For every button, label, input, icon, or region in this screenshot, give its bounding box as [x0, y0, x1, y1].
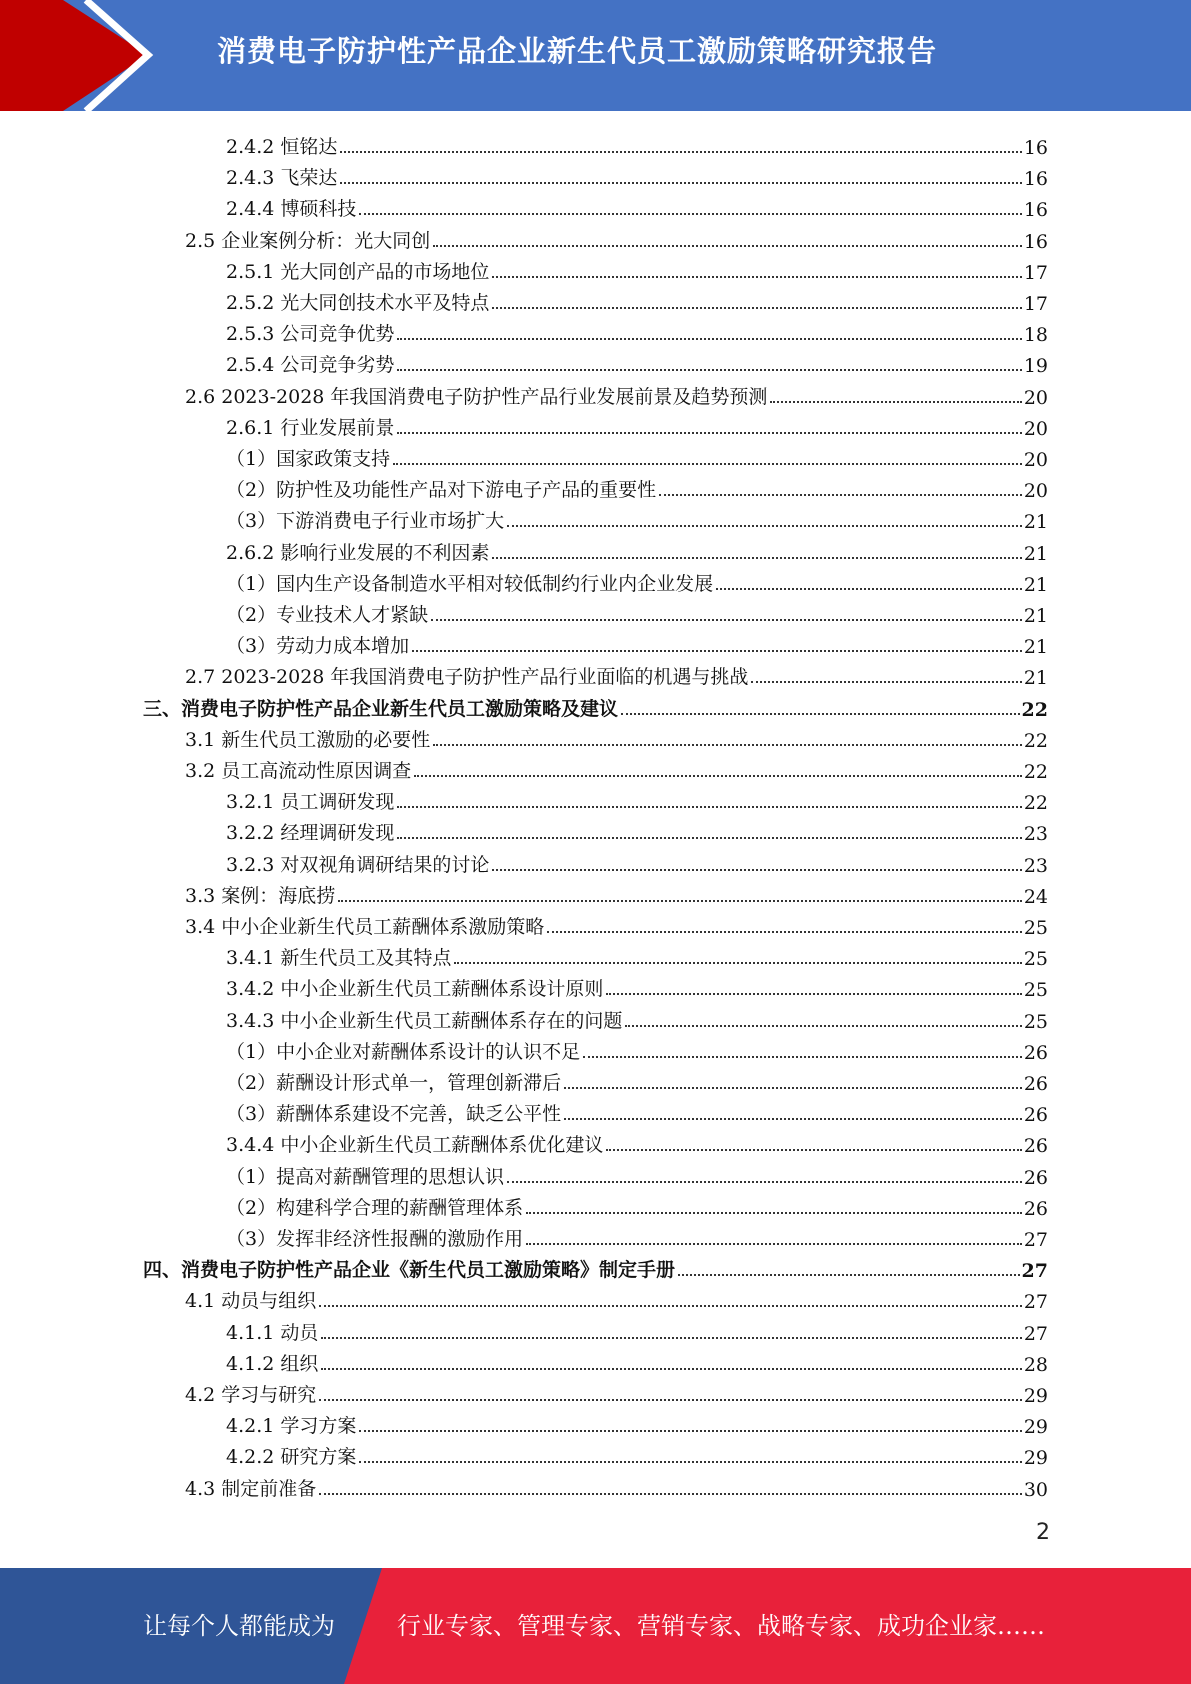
- toc-entry-page: 27: [1021, 1260, 1048, 1283]
- toc-entry-title: 2.4.3 飞荣达: [226, 167, 338, 190]
- toc-entry-title: （1）国内生产设备制造水平相对较低制约行业内企业发展: [226, 572, 714, 595]
- document-title: 消费电子防护性产品企业新生代员工激励策略研究报告: [217, 34, 938, 68]
- toc-dot-leader: [492, 869, 1021, 871]
- page-header: [0, 0, 1191, 111]
- toc-dot-leader: [564, 1118, 1022, 1120]
- toc-entry[interactable]: [226, 846, 1048, 877]
- toc-entry-page: 27: [1023, 1322, 1048, 1345]
- toc-entry-title: 3.4.3 中小企业新生代员工薪酬体系存在的问题: [226, 1009, 623, 1032]
- toc-entry-page: 24: [1023, 885, 1048, 908]
- toc-dot-leader: [625, 1025, 1021, 1027]
- toc-entry-title: 2.5 企业案例分析：光大同创: [185, 229, 431, 252]
- toc-entry-title: 三、消费电子防护性产品企业新生代员工激励策略及建议: [143, 697, 619, 720]
- toc-entry-title: 2.4.4 博硕科技: [226, 198, 357, 221]
- toc-entry-title: （1）国家政策支持: [226, 448, 391, 470]
- toc-entry[interactable]: [143, 690, 1048, 721]
- toc-dot-leader: [606, 1149, 1021, 1151]
- toc-entry-page: 25: [1023, 1010, 1048, 1033]
- toc-entry[interactable]: [226, 1095, 1048, 1126]
- toc-entry-page: 17: [1023, 293, 1048, 315]
- footer-slogan-left: 让每个人都能成为: [143, 1612, 335, 1640]
- toc-entry[interactable]: [226, 284, 1048, 315]
- toc-entry[interactable]: [226, 128, 1048, 159]
- toc-dot-leader: [526, 1212, 1022, 1214]
- toc-entry-page: 22: [1023, 761, 1048, 783]
- toc-entry-page: 19: [1023, 355, 1048, 378]
- toc-dot-leader: [507, 1181, 1022, 1183]
- toc-entry[interactable]: [185, 222, 1048, 253]
- toc-entry-title: 3.4.4 中小企业新生代员工薪酬体系优化建议: [226, 1134, 604, 1157]
- toc-entry-page: 26: [1023, 1135, 1048, 1158]
- toc-dot-leader: [433, 744, 1022, 746]
- toc-entry-title: （3）下游消费电子行业市场扩大: [226, 510, 505, 533]
- toc-entry-page: 21: [1023, 542, 1048, 565]
- toc-entry[interactable]: [185, 877, 1048, 908]
- toc-dot-leader: [492, 307, 1021, 309]
- toc-entry-title: 3.4.1 新生代员工及其特点: [226, 947, 452, 970]
- toc-dot-leader: [606, 993, 1021, 995]
- toc-dot-leader: [564, 1087, 1022, 1089]
- toc-dot-leader: [770, 401, 1021, 403]
- toc-entry-page: 28: [1023, 1353, 1048, 1376]
- toc-entry-title: 2.6.1 行业发展前景: [226, 416, 395, 439]
- toc-dot-leader: [321, 1368, 1021, 1370]
- toc-entry-title: 2.4.2 恒铭达: [226, 136, 338, 158]
- toc-entry-page: 26: [1023, 1041, 1048, 1064]
- toc-dot-leader: [338, 900, 1022, 902]
- toc-entry[interactable]: [226, 1126, 1048, 1157]
- toc-entry[interactable]: [185, 378, 1048, 409]
- toc-dot-leader: [621, 713, 1020, 715]
- toc-entry-title: 3.4.2 中小企业新生代员工薪酬体系设计原则: [226, 978, 604, 1001]
- toc-entry-title: （3）发挥非经济性报酬的激励作用: [226, 1228, 524, 1250]
- toc-entry[interactable]: [226, 627, 1048, 658]
- toc-entry-title: 4.2.2 研究方案: [226, 1446, 357, 1469]
- toc-dot-leader: [359, 1430, 1021, 1432]
- footer-slogan-right: 行业专家、管理专家、营销专家、战略专家、成功企业家……: [397, 1612, 1045, 1640]
- toc-entry[interactable]: [226, 596, 1048, 627]
- toc-entry[interactable]: [226, 814, 1048, 845]
- toc-entry-page: 20: [1023, 386, 1048, 409]
- toc-entry[interactable]: [226, 440, 1048, 471]
- toc-entry-page: 25: [1023, 917, 1048, 939]
- toc-entry-page: 26: [1023, 1104, 1048, 1127]
- toc-entry-title: 4.1 动员与组织: [185, 1290, 317, 1313]
- toc-entry[interactable]: [185, 752, 1048, 783]
- toc-entry[interactable]: [226, 1064, 1048, 1095]
- toc-dot-leader: [492, 276, 1021, 278]
- page-footer: [0, 1568, 1191, 1684]
- toc-entry-page: 30: [1023, 1478, 1048, 1501]
- toc-dot-leader: [547, 931, 1022, 933]
- toc-entry[interactable]: [185, 1282, 1048, 1313]
- toc-entry-page: 26: [1023, 1197, 1048, 1220]
- toc-dot-leader: [340, 151, 1021, 153]
- toc-entry[interactable]: [185, 658, 1048, 689]
- toc-dot-leader: [583, 1056, 1022, 1058]
- toc-dot-leader: [359, 1461, 1021, 1463]
- toc-dot-leader: [319, 1399, 1022, 1401]
- toc-dot-leader: [319, 1493, 1022, 1495]
- toc-dot-leader: [716, 588, 1022, 590]
- toc-dot-leader: [340, 182, 1021, 184]
- toc-entry[interactable]: [185, 1376, 1048, 1407]
- toc-entry-title: 4.1.1 动员: [226, 1321, 319, 1344]
- toc-entry-title: 3.1 新生代员工激励的必要性: [185, 728, 431, 751]
- toc-entry-page: 17: [1023, 261, 1048, 284]
- toc-entry[interactable]: [226, 1314, 1048, 1345]
- toc-dot-leader: [454, 962, 1021, 964]
- toc-dot-leader: [321, 1337, 1021, 1339]
- toc-entry-page: 16: [1023, 230, 1048, 253]
- toc-entry[interactable]: [226, 190, 1048, 221]
- page-number: 2: [1036, 1520, 1050, 1545]
- toc-entry[interactable]: [226, 1407, 1048, 1438]
- toc-entry-title: 四、消费电子防护性产品企业《新生代员工激励策略》制定手册: [143, 1259, 676, 1282]
- toc-dot-leader: [492, 557, 1021, 559]
- toc-entry[interactable]: [226, 939, 1048, 970]
- toc-entry[interactable]: [226, 1033, 1048, 1064]
- toc-dot-leader: [319, 1305, 1022, 1307]
- toc-entry-title: 3.2.1 员工调研发现: [226, 791, 395, 814]
- toc-entry[interactable]: [226, 409, 1048, 440]
- toc-entry-page: 26: [1023, 1166, 1048, 1189]
- toc-dot-leader: [507, 525, 1022, 527]
- toc-entry-page: 22: [1021, 698, 1048, 721]
- toc-dot-leader: [678, 1274, 1020, 1276]
- toc-entry[interactable]: [226, 1438, 1048, 1469]
- toc-entry-page: 29: [1023, 1416, 1048, 1439]
- toc-entry-page: 21: [1023, 573, 1048, 596]
- toc-dot-leader: [397, 338, 1021, 340]
- toc-entry-page: 20: [1023, 480, 1048, 503]
- toc-entry-title: 4.3 制定前准备: [185, 1477, 317, 1500]
- toc-dot-leader: [397, 837, 1021, 839]
- toc-entry[interactable]: [226, 502, 1048, 533]
- toc-dot-leader: [397, 369, 1021, 371]
- toc-entry-page: 27: [1023, 1229, 1048, 1251]
- toc-entry-title: （1）提高对薪酬管理的思想认识: [226, 1165, 505, 1188]
- toc-entry-page: 21: [1023, 667, 1048, 690]
- toc-entry[interactable]: [226, 565, 1048, 596]
- toc-dot-leader: [751, 681, 1021, 683]
- toc-entry-title: （2）专业技术人才紧缺: [226, 604, 429, 626]
- toc-entry[interactable]: [226, 783, 1048, 814]
- toc-entry-page: 21: [1023, 511, 1048, 534]
- toc-entry-title: （2）防护性及功能性产品对下游电子产品的重要性: [226, 479, 657, 502]
- toc-entry-page: 20: [1023, 449, 1048, 471]
- toc-entry[interactable]: [226, 1220, 1048, 1251]
- toc-dot-leader: [659, 494, 1022, 496]
- toc-entry-title: 2.5.1 光大同创产品的市场地位: [226, 260, 490, 283]
- toc-entry[interactable]: [226, 970, 1048, 1001]
- toc-entry-title: 3.3 案例：海底捞: [185, 884, 336, 907]
- toc-dot-leader: [526, 1243, 1022, 1245]
- toc-entry-page: 22: [1023, 792, 1048, 815]
- toc-entry-page: 23: [1023, 823, 1048, 846]
- toc-entry-title: （3）劳动力成本增加: [226, 635, 410, 658]
- toc-entry-title: 3.2.2 经理调研发现: [226, 822, 395, 845]
- toc-entry-title: 4.1.2 组织: [226, 1352, 319, 1375]
- toc-entry-page: 26: [1023, 1073, 1048, 1095]
- toc-entry[interactable]: [226, 346, 1048, 377]
- toc-entry[interactable]: [226, 159, 1048, 190]
- toc-entry-page: 18: [1023, 324, 1048, 347]
- toc-entry[interactable]: [143, 1251, 1048, 1282]
- toc-dot-leader: [393, 463, 1022, 465]
- toc-entry[interactable]: [226, 1158, 1048, 1189]
- toc-entry-title: 3.4 中小企业新生代员工薪酬体系激励策略: [185, 916, 545, 938]
- toc-entry-title: （1）中小企业对薪酬体系设计的认识不足: [226, 1040, 581, 1063]
- toc-entry[interactable]: [185, 1470, 1048, 1501]
- toc-entry-page: 22: [1023, 729, 1048, 752]
- toc-entry-title: 2.6.2 影响行业发展的不利因素: [226, 541, 490, 564]
- toc-entry-title: 2.5.4 公司竞争劣势: [226, 354, 395, 377]
- toc-entry[interactable]: [226, 253, 1048, 284]
- toc-entry-title: 2.6 2023-2028 年我国消费电子防护性产品行业发展前景及趋势预测: [185, 385, 768, 408]
- toc-entry-title: 4.2.1 学习方案: [226, 1415, 357, 1438]
- toc-entry-title: 3.2 员工高流动性原因调查: [185, 760, 412, 782]
- toc-entry[interactable]: [185, 908, 1048, 939]
- toc-entry-page: 21: [1023, 636, 1048, 659]
- toc-dot-leader: [397, 806, 1021, 808]
- toc-dot-leader: [412, 650, 1022, 652]
- toc-entry-title: （2）薪酬设计形式单一，管理创新滞后: [226, 1072, 562, 1094]
- toc-entry-page: 20: [1023, 417, 1048, 440]
- toc-entry-title: 4.2 学习与研究: [185, 1384, 317, 1406]
- toc-entry[interactable]: [226, 1002, 1048, 1033]
- toc-entry-title: 2.5.2 光大同创技术水平及特点: [226, 292, 490, 314]
- toc-entry-title: 2.5.3 公司竞争优势: [226, 323, 395, 346]
- toc-entry-title: （2）构建科学合理的薪酬管理体系: [226, 1196, 524, 1219]
- toc-dot-leader: [414, 775, 1022, 777]
- toc-entry[interactable]: [226, 534, 1048, 565]
- toc-entry[interactable]: [226, 1189, 1048, 1220]
- toc-entry-page: 25: [1023, 979, 1048, 1002]
- toc-entry-page: 29: [1023, 1447, 1048, 1470]
- toc-dot-leader: [397, 432, 1021, 434]
- toc-entry[interactable]: [185, 721, 1048, 752]
- toc-entry-title: （3）薪酬体系建设不完善，缺乏公平性: [226, 1103, 562, 1126]
- toc-entry-page: 29: [1023, 1385, 1048, 1407]
- toc-entry-title: 2.7 2023-2028 年我国消费电子防护性产品行业面临的机遇与挑战: [185, 666, 749, 689]
- toc-entry[interactable]: [226, 471, 1048, 502]
- toc-entry-page: 27: [1023, 1291, 1048, 1314]
- toc-dot-leader: [433, 245, 1022, 247]
- toc-entry-page: 23: [1023, 854, 1048, 877]
- toc-entry-page: 25: [1023, 948, 1048, 971]
- toc-entry[interactable]: [226, 1345, 1048, 1376]
- toc-entry[interactable]: [226, 315, 1048, 346]
- toc-entry-title: 3.2.3 对双视角调研结果的讨论: [226, 853, 490, 876]
- toc-entry-page: 21: [1023, 605, 1048, 627]
- toc-dot-leader: [431, 619, 1022, 621]
- toc-entry-page: 16: [1023, 137, 1048, 159]
- toc-dot-leader: [359, 213, 1021, 215]
- toc-entry-page: 16: [1023, 199, 1048, 222]
- toc-entry-page: 16: [1023, 168, 1048, 191]
